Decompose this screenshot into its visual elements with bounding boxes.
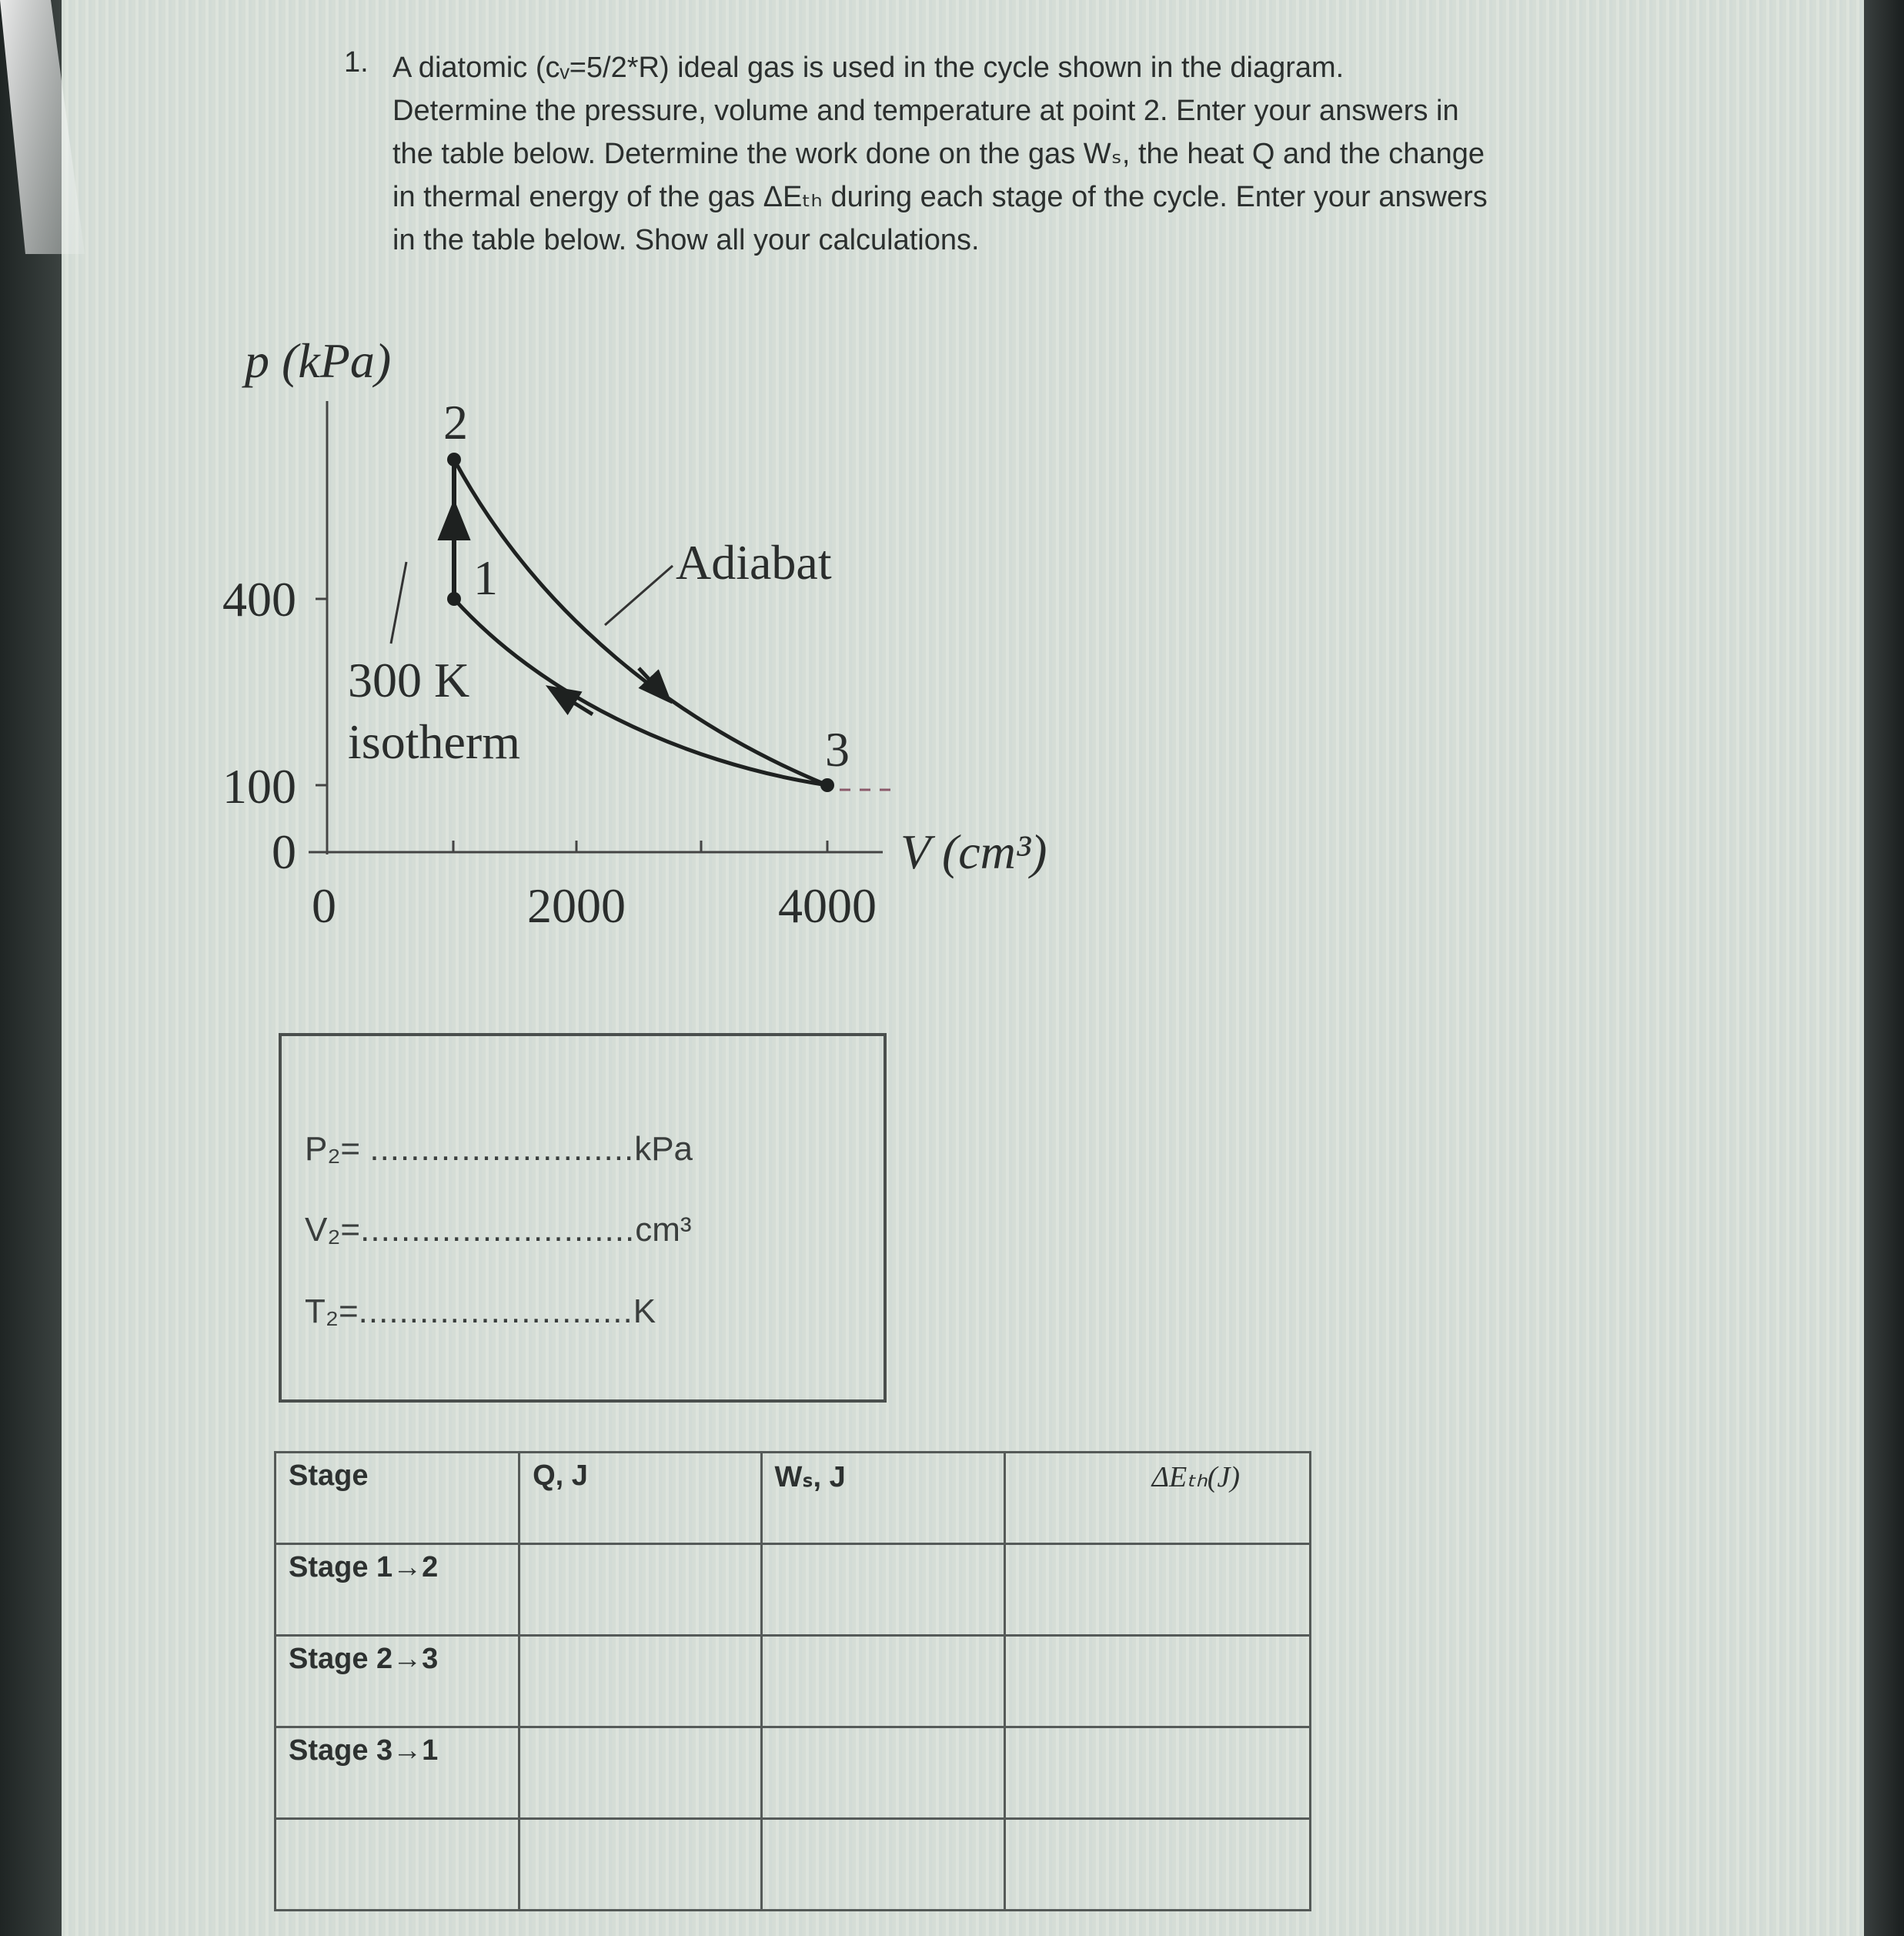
question-line: the table below. Determine the work done on the gas Wₛ, the heat Q and the change <box>392 138 1485 170</box>
header-stage: Stage <box>276 1453 519 1544</box>
results-table <box>274 1451 1311 1911</box>
table-row <box>276 1819 1311 1911</box>
point-3-label: 3 <box>825 722 850 777</box>
x-tick-label: 0 <box>312 878 336 933</box>
cell-ws[interactable] <box>761 1544 1005 1636</box>
cell-eth[interactable] <box>1005 1819 1311 1911</box>
question-line: in the table below. Show all your calculations. <box>392 224 980 256</box>
x-tick-label: 4000 <box>778 878 877 933</box>
answer-v2[interactable]: V₂=...........................cm³ <box>305 1211 692 1249</box>
y-tick-label: 0 <box>272 824 296 879</box>
adiabat-label: Adiabat <box>676 535 832 590</box>
stage-label: Stage 1→2 <box>276 1544 519 1636</box>
cell-q[interactable] <box>519 1727 761 1819</box>
table-row <box>276 1727 1311 1819</box>
isotherm-leader-line <box>391 562 406 644</box>
header-delta-eth: ΔEₜₕ(J) <box>1005 1453 1311 1544</box>
question-line: A diatomic (cᵥ=5/2*R) ideal gas is used in the cycle shown in the diagram. <box>392 52 1344 84</box>
table-header-row <box>276 1453 1311 1544</box>
point-1-label: 1 <box>473 550 498 605</box>
cell-ws[interactable] <box>761 1819 1005 1911</box>
adiabat-leader-line <box>605 566 673 625</box>
header-ws: Wₛ, J <box>761 1453 1005 1544</box>
answer-box <box>279 1033 887 1403</box>
y-tick-label: 400 <box>222 572 296 627</box>
cell-q[interactable] <box>519 1544 761 1636</box>
point-1-marker <box>447 592 461 606</box>
cell-ws[interactable] <box>761 1636 1005 1727</box>
cell-q[interactable] <box>519 1636 761 1727</box>
header-q: Q, J <box>519 1453 761 1544</box>
answer-t2[interactable]: T₂=...........................K <box>305 1292 656 1330</box>
x-axis-label: V (cm³) <box>900 824 1047 879</box>
cell-ws[interactable] <box>761 1727 1005 1819</box>
isotherm-temp-label: 300 K <box>348 653 470 707</box>
stage-label[interactable] <box>276 1819 519 1911</box>
cell-eth[interactable] <box>1005 1544 1311 1636</box>
x-tick-label: 2000 <box>527 878 626 933</box>
question-number: 1. <box>344 46 369 79</box>
point-2-label: 2 <box>443 395 468 450</box>
point-3-marker <box>820 778 834 792</box>
stage-label: Stage 3→1 <box>276 1727 519 1819</box>
answer-p2[interactable]: P₂= ..........................kPa <box>305 1130 693 1168</box>
table-row <box>276 1636 1311 1727</box>
table-row <box>276 1544 1311 1636</box>
cell-q[interactable] <box>519 1819 761 1911</box>
y-axis-label: p (kPa) <box>245 333 392 388</box>
stage-label: Stage 2→3 <box>276 1636 519 1727</box>
point-2-marker <box>447 453 461 466</box>
cell-eth[interactable] <box>1005 1636 1311 1727</box>
y-tick-label: 100 <box>222 759 296 814</box>
question-line: Determine the pressure, volume and temperature at point 2. Enter your answers in <box>392 95 1459 127</box>
isotherm-label: isotherm <box>348 714 520 769</box>
question-line: in thermal energy of the gas ΔEₜₕ during each stage of the cycle. Enter your answers <box>392 181 1488 213</box>
cell-eth[interactable] <box>1005 1727 1311 1819</box>
